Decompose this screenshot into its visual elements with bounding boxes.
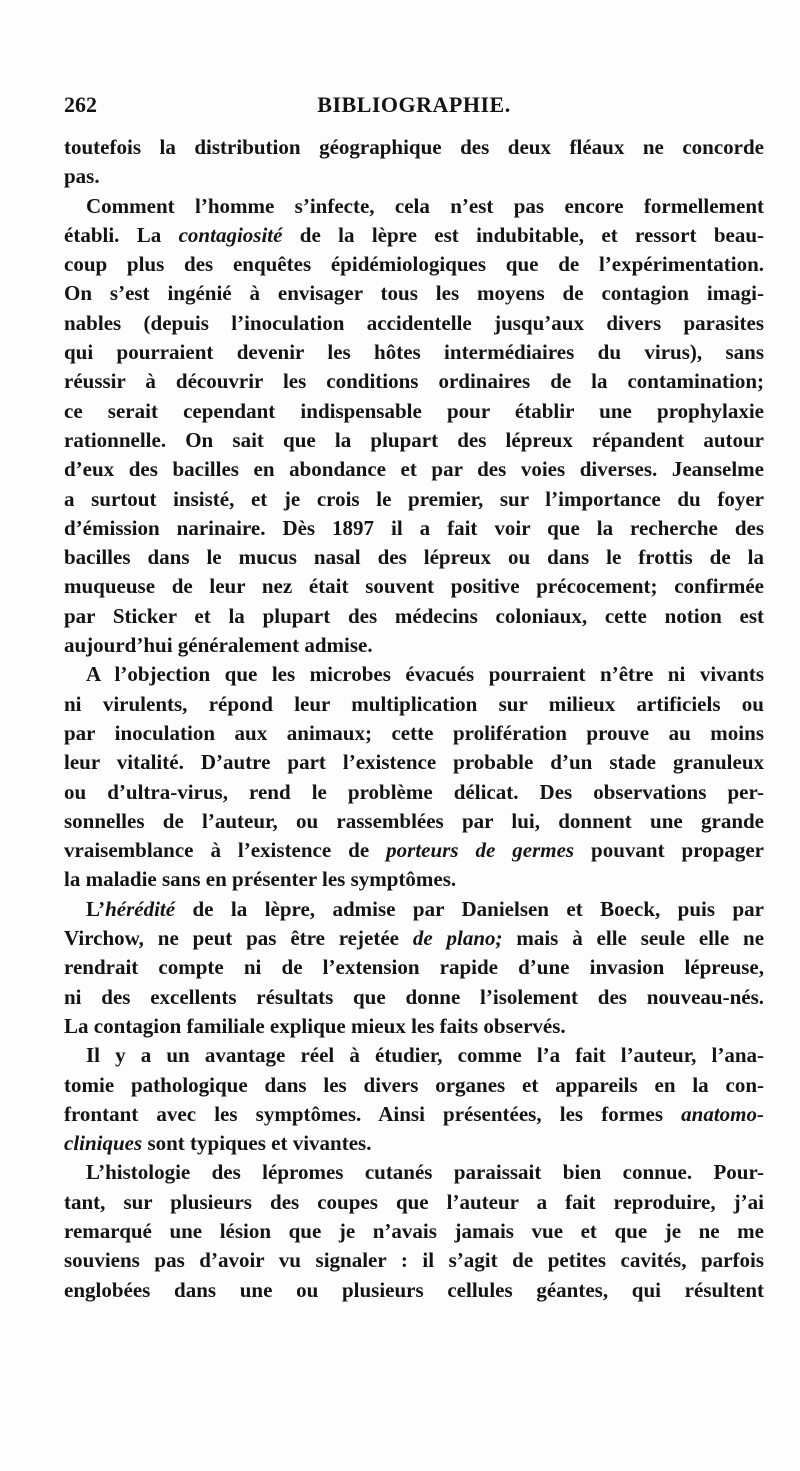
text-segment: L’ [86, 896, 106, 921]
text-line: coup plus des enquêtes épidémiologiques que de l’expérimentation. [64, 252, 764, 277]
text-line: Comment l’homme s’infecte, cela n’est pas encore formellement [86, 193, 764, 218]
text-line: d’eux des bacilles en abondance et par des voies diverses. Jeanselme [64, 457, 764, 482]
text-line: ou d’ultra-virus, rend le problème délicat. Des observations per- [64, 779, 764, 804]
text-segment: Virchow, ne peut pas être rejetée [64, 926, 413, 951]
italic-term: contagiosité [178, 222, 283, 247]
text-segment: de la lèpre, admise par Danielsen et Boeck, puis par [175, 896, 764, 921]
text-line: bacilles dans le mucus nasal des lépreux ou dans le frottis de la [64, 545, 764, 570]
text-line: souviens pas d’avoir vu signaler : il s’agit de petites cavités, parfois [64, 1248, 764, 1273]
text-line: aujourd’hui généralement admise. [64, 633, 373, 658]
text-line: par inoculation aux animaux; cette prolifération prouve au moins [64, 720, 764, 745]
text-line: La contagion familiale explique mieux les faits observés. [64, 1013, 566, 1038]
text-line: ni des excellents résultats que donne l’isolement des nouveau-nés. [64, 984, 764, 1009]
italic-term: anatomo- [681, 1101, 764, 1126]
page-header [64, 92, 764, 122]
text-line: Il y a un avantage réel à étudier, comme l’a fait l’auteur, l’ana- [86, 1043, 764, 1068]
text-line [64, 1100, 764, 1129]
text-segment: mais à elle seule elle ne [502, 926, 765, 951]
text-line: la maladie sans en présenter les symptômes. [64, 867, 457, 892]
text-line: ni virulents, répond leur multiplication sur milieux artificiels ou [64, 691, 764, 716]
text-segment: de la lèpre est indubitable, et ressort beau- [282, 222, 764, 247]
italic-term: porteurs de germes [386, 838, 575, 863]
text-line: rendrait compte ni de l’extension rapide d’une invasion lépreuse, [64, 955, 764, 980]
text-line: A l’objection que les microbes évacués pourraient n’être ni vivants [86, 662, 764, 687]
text-segment: établi. La [64, 222, 179, 247]
text-line: leur vitalité. D’autre part l’existence probable d’un stade granuleux [64, 750, 764, 775]
text-line: pas. [64, 164, 100, 189]
text-line: a surtout insisté, et je crois le premier, sur l’importance du foyer [64, 486, 764, 511]
italic-term: de plano; [412, 926, 503, 951]
text-line: nables (depuis l’inoculation accidentelle jusqu’aux divers parasites [64, 310, 764, 335]
text-line: toutefois la distribution géographique des deux fléaux ne concorde [64, 135, 764, 159]
text-line [64, 221, 764, 250]
text-line: rationnelle. On sait que la plupart des lépreux répandent autour [64, 427, 764, 452]
page-number: 262 [64, 92, 97, 117]
text-line [64, 924, 764, 953]
italic-term: hérédité [105, 896, 176, 921]
text-line: d’émission narinaire. Dès 1897 il a fait voir que la recherche des [64, 515, 764, 540]
text-line: réussir à découvrir les conditions ordinaires de la contamination; [64, 369, 764, 394]
text-segment: sont typiques et vivantes. [142, 1131, 372, 1156]
text-line [64, 836, 764, 865]
italic-term: cliniques [64, 1131, 143, 1156]
text-line: qui pourraient devenir les hôtes intermédiaires du virus), sans [64, 340, 764, 365]
text-line: L’histologie des lépromes cutanés paraissait bien connue. Pour- [86, 1160, 764, 1185]
text-line: sonnelles de l’auteur, ou rassemblées par lui, donnent une grande [64, 808, 764, 833]
text-segment: frontant avec les symptômes. Ainsi présentées, les formes [64, 1101, 682, 1126]
text-line [64, 1129, 764, 1158]
text-line: tomie pathologique dans les divers organes et appareils en la con- [64, 1072, 764, 1097]
running-head: BIBLIOGRAPHIE. [317, 92, 511, 117]
text-segment: pouvant propager [574, 838, 764, 863]
text-line: On s’est ingénié à envisager tous les moyens de contagion imagi- [64, 281, 764, 306]
text-line: muqueuse de leur nez était souvent positive précocement; confirmée [64, 574, 764, 599]
text-line: par Sticker et la plupart des médecins coloniaux, cette notion est [64, 603, 764, 628]
text-line: tant, sur plusieurs des coupes que l’auteur a fait reproduire, j’ai [64, 1189, 764, 1214]
text-line: ce serait cependant indispensable pour établir une prophylaxie [64, 398, 764, 423]
body-text [64, 133, 764, 1305]
text-line: remarqué une lésion que je n’avais jamais vue et que je ne me [64, 1218, 764, 1243]
text-line [64, 895, 764, 924]
text-segment: vraisemblance à l’existence de [64, 838, 387, 863]
text-line: englobées dans une ou plusieurs cellules géantes, qui résultent [64, 1277, 764, 1302]
